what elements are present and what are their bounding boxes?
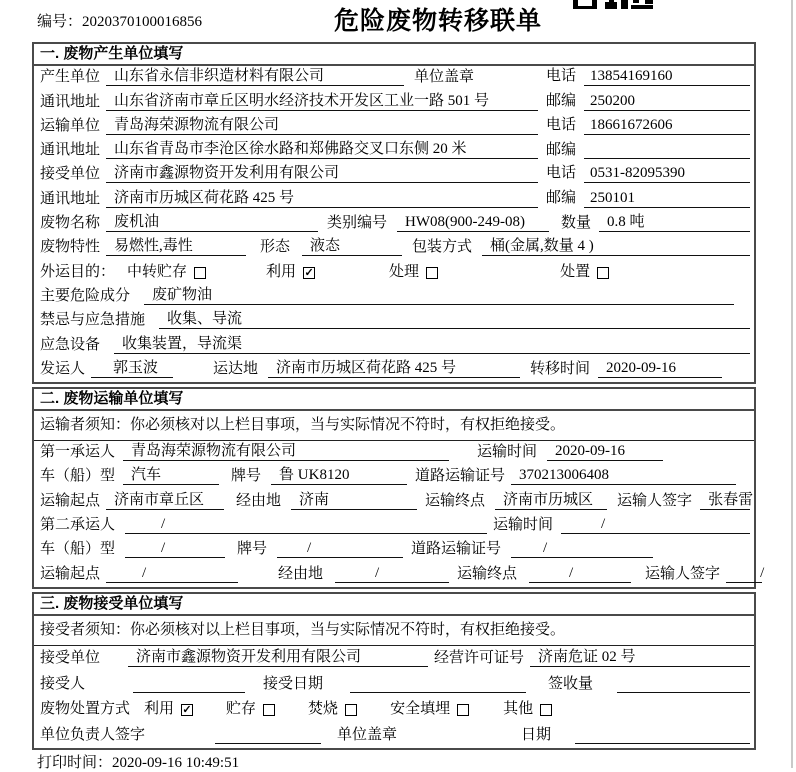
row-hazard-component xyxy=(34,285,754,309)
form-label: 形态 xyxy=(260,239,291,256)
transport-unit-value: 青岛海荣源物流有限公司 xyxy=(106,117,538,135)
checkbox-transfer-storage xyxy=(194,267,206,279)
section2-title: 二. 废物运输单位填写 xyxy=(34,389,754,411)
zip-label: 邮编 xyxy=(546,189,577,206)
serial-value: 2020370100016856 xyxy=(82,14,203,30)
second-carrier-value: / xyxy=(125,516,487,534)
receiver-phone-value: 0531-82095390 xyxy=(584,165,750,183)
route-end-value: / xyxy=(529,565,631,583)
section-receiver xyxy=(32,592,756,750)
route-start-value: 济南市章丘区 xyxy=(106,492,224,510)
checkbox-store xyxy=(263,704,275,716)
dispatcher-value: 郭玉波 xyxy=(91,360,173,378)
row-transporter-address xyxy=(34,139,754,163)
print-time xyxy=(37,751,239,772)
row-waste-name xyxy=(34,212,754,236)
address-label: 通讯地址 xyxy=(40,142,101,159)
quantity-label: 数量 xyxy=(561,215,592,232)
transfer-purpose-label: 外运目的： xyxy=(40,263,116,280)
destination-label: 运达地 xyxy=(213,360,259,377)
row-emergency-measures xyxy=(34,309,754,333)
vehicle-type-value: 汽车 xyxy=(123,467,219,485)
waste-character-label: 废物特性 xyxy=(40,239,101,256)
vehicle-type-value: / xyxy=(125,540,225,558)
route-start-label: 运输起点 xyxy=(40,565,101,582)
received-qty-value xyxy=(617,676,750,693)
road-license-value: 370213006408 xyxy=(511,467,736,485)
producer-phone-group xyxy=(546,68,750,86)
vehicle-type-label: 车（船）型 xyxy=(40,468,116,485)
receiver-zip-group xyxy=(546,190,750,208)
route-start-label: 运输起点 xyxy=(40,492,101,509)
acceptor-value xyxy=(133,676,245,693)
disposal-method-label: 废物处置方式 xyxy=(40,701,131,718)
row-producer-address xyxy=(34,90,754,114)
section3-title: 三. 废物接受单位填写 xyxy=(34,594,754,616)
packaging-label: 包装方式 xyxy=(412,239,473,256)
waste-character-value: 易燃性,毒性 xyxy=(106,238,246,256)
producer-unit-value: 山东省永信非织造材料有限公司 xyxy=(106,68,404,86)
destination-value: 济南市历城区荷花路 425 号 xyxy=(268,360,520,378)
row-transport-unit xyxy=(34,115,754,139)
hazard-component-value: 废矿物油 xyxy=(144,287,734,305)
road-license-value: / xyxy=(511,540,653,558)
route-end-value: 济南市历城区 xyxy=(495,492,607,510)
transfer-time-label: 转移时间 xyxy=(530,360,591,377)
checkbox-label: 其他 xyxy=(503,701,534,718)
accept-date-value xyxy=(350,676,526,693)
transport-time-value: / xyxy=(561,516,750,534)
row-receiver-unit xyxy=(34,163,754,187)
first-carrier-value: 青岛海荣源物流有限公司 xyxy=(123,443,449,461)
accept-date-label: 接受日期 xyxy=(263,675,324,692)
business-license-label: 经营许可证号 xyxy=(434,650,525,667)
plate-label: 牌号 xyxy=(237,541,268,558)
dispatcher-label: 发运人 xyxy=(40,360,86,377)
received-qty-label: 签收量 xyxy=(548,675,594,692)
address-label: 通讯地址 xyxy=(40,93,101,110)
packaging-value: 桶(金属,数量 4 ) xyxy=(482,238,750,256)
page-title: 危险废物转移联单 xyxy=(333,7,542,35)
print-time-label: 打印时间： xyxy=(37,755,113,771)
first-carrier-label: 第一承运人 xyxy=(40,444,116,461)
unit-stamp-label: 单位盖章 xyxy=(414,69,475,86)
checkbox-treat xyxy=(426,267,438,279)
zip-label: 邮编 xyxy=(546,92,577,109)
checkbox-dispose xyxy=(597,267,609,279)
category-code-label: 类别编号 xyxy=(327,215,388,232)
carrier-sign-value: / xyxy=(726,565,762,583)
checkbox-incinerate xyxy=(345,704,357,716)
row-first-carrier xyxy=(34,441,754,465)
receiver-address-value: 济南市历城区荷花路 425 号 xyxy=(106,190,538,208)
checkbox-utilize: ✓ xyxy=(304,266,314,279)
checkbox-other xyxy=(540,704,552,716)
row-waste-character xyxy=(34,236,754,260)
checkbox-label: 中转贮存 xyxy=(127,263,188,280)
serial-label: 编号： xyxy=(37,14,83,30)
transport-time-label: 运输时间 xyxy=(477,444,538,461)
section-transporter xyxy=(32,387,765,589)
transfer-time-value: 2020-09-16 xyxy=(598,360,722,378)
vehicle-type-label: 车（船）型 xyxy=(40,541,116,558)
route-via-value: / xyxy=(335,565,449,583)
unit-stamp-label: 单位盖章 xyxy=(337,726,398,743)
waste-name-value: 废机油 xyxy=(106,214,318,232)
row-route-1 xyxy=(34,489,754,513)
transporter-zip-group xyxy=(546,142,750,159)
receiver-zip-value: 250101 xyxy=(584,190,750,208)
plate-value: 鲁 UK8120 xyxy=(271,467,407,485)
page-right-edge xyxy=(791,0,793,768)
receiver-phone-group xyxy=(546,165,750,183)
checkbox-label: 处置 xyxy=(560,263,591,280)
checkbox-label: 贮存 xyxy=(226,701,257,718)
receiver-notice: 接受者须知：你必须核对以上栏目事项，当与实际情况不符时，有权拒绝接受。 xyxy=(34,616,754,646)
producer-phone-value: 13854169160 xyxy=(584,68,750,86)
document-header xyxy=(0,0,796,42)
carrier-sign-label: 运输人签字 xyxy=(645,565,721,582)
row-acceptor xyxy=(34,671,754,697)
phone-label: 电话 xyxy=(546,68,577,85)
checkbox-label: 利用 xyxy=(144,701,175,718)
transporter-phone-value: 18661672606 xyxy=(584,117,750,135)
producer-unit-label: 产生单位 xyxy=(40,69,101,86)
plate-value: / xyxy=(277,540,403,558)
row-second-carrier xyxy=(34,514,754,538)
plate-label: 牌号 xyxy=(231,468,262,485)
quantity-value: 0.8 吨 xyxy=(599,214,750,232)
checkbox-label: 焚烧 xyxy=(308,701,339,718)
transport-time-label: 运输时间 xyxy=(493,517,554,534)
zip-label: 邮编 xyxy=(546,142,577,159)
section-producer xyxy=(32,42,756,384)
route-via-value: 济南 xyxy=(291,492,417,510)
row-vehicle-2 xyxy=(34,538,754,562)
date-value xyxy=(575,727,750,744)
checkbox-landfill xyxy=(457,704,469,716)
address-label: 通讯地址 xyxy=(40,190,101,207)
category-code-value: HW08(900-249-08) xyxy=(397,214,549,232)
phone-label: 电话 xyxy=(546,165,577,182)
route-via-label: 经由地 xyxy=(278,565,324,582)
transport-unit-label: 运输单位 xyxy=(40,117,101,134)
emergency-measures-value: 收集、导流 xyxy=(159,311,750,329)
second-carrier-label: 第二承运人 xyxy=(40,517,116,534)
carrier-sign-value: 张春雷 xyxy=(700,492,750,510)
section1-title: 一. 废物产生单位填写 xyxy=(34,44,754,66)
qr-code-fragment-icon xyxy=(573,0,657,10)
transporter-notice: 运输者须知：你必须核对以上栏目事项，当与实际情况不符时，有权拒绝接受。 xyxy=(34,411,754,441)
accept-unit-value: 济南市鑫源物资开发利用有限公司 xyxy=(128,649,428,667)
producer-address-value: 山东省济南市章丘区明水经济技术开发区工业一路 501 号 xyxy=(106,93,538,111)
accept-unit-label: 接受单位 xyxy=(40,650,101,667)
date-label: 日期 xyxy=(521,726,552,743)
row-accept-unit xyxy=(34,646,754,672)
transporter-phone-group xyxy=(546,117,750,135)
row-emergency-equipment xyxy=(34,333,754,357)
road-license-label: 道路运输证号 xyxy=(415,468,506,485)
checkbox-label: 利用 xyxy=(266,263,297,280)
acceptor-label: 接受人 xyxy=(40,675,86,692)
business-license-value: 济南危证 02 号 xyxy=(530,649,750,667)
waste-name-label: 废物名称 xyxy=(40,215,101,232)
receiver-unit-value: 济南市鑫源物资开发利用有限公司 xyxy=(106,165,538,183)
producer-zip-value: 250200 xyxy=(584,93,750,111)
manifest-form xyxy=(32,42,765,750)
producer-zip-group xyxy=(546,93,750,111)
road-license-label: 道路运输证号 xyxy=(411,541,502,558)
transporter-address-value: 山东省青岛市李沧区徐水路和郑佛路交叉口东侧 20 米 xyxy=(106,141,538,159)
checkbox-label: 安全填埋 xyxy=(390,701,451,718)
route-end-label: 运输终点 xyxy=(425,492,486,509)
form-value: 液态 xyxy=(302,238,402,256)
row-dispatcher xyxy=(34,358,754,382)
row-receiver-address xyxy=(34,187,754,211)
row-transfer-purpose xyxy=(34,260,754,284)
row-vehicle-1 xyxy=(34,465,754,489)
route-end-label: 运输终点 xyxy=(457,565,518,582)
receiver-unit-label: 接受单位 xyxy=(40,166,101,183)
carrier-sign-label: 运输人签字 xyxy=(617,492,693,509)
responsible-sign-value xyxy=(215,727,321,744)
emergency-equipment-value: 收集装置，导流渠 xyxy=(114,336,750,354)
transporter-zip-value xyxy=(584,142,750,159)
route-via-label: 经由地 xyxy=(236,492,282,509)
print-time-value: 2020-09-16 10:49:51 xyxy=(112,755,240,771)
emergency-measures-label: 禁忌与应急措施 xyxy=(40,312,146,329)
route-start-value: / xyxy=(106,565,238,583)
row-producer-unit xyxy=(34,66,754,90)
emergency-equipment-label: 应急设备 xyxy=(40,336,101,353)
hazard-component-label: 主要危险成分 xyxy=(40,287,131,304)
checkbox-label: 处理 xyxy=(389,263,420,280)
checkbox-utilize: ✓ xyxy=(182,704,192,717)
row-disposal-method xyxy=(34,697,754,723)
phone-label: 电话 xyxy=(546,116,577,133)
row-route-2 xyxy=(34,562,765,586)
transport-time-value: 2020-09-16 xyxy=(547,443,663,461)
row-responsible-signature xyxy=(34,722,754,748)
responsible-sign-label: 单位负责人签字 xyxy=(40,726,146,743)
